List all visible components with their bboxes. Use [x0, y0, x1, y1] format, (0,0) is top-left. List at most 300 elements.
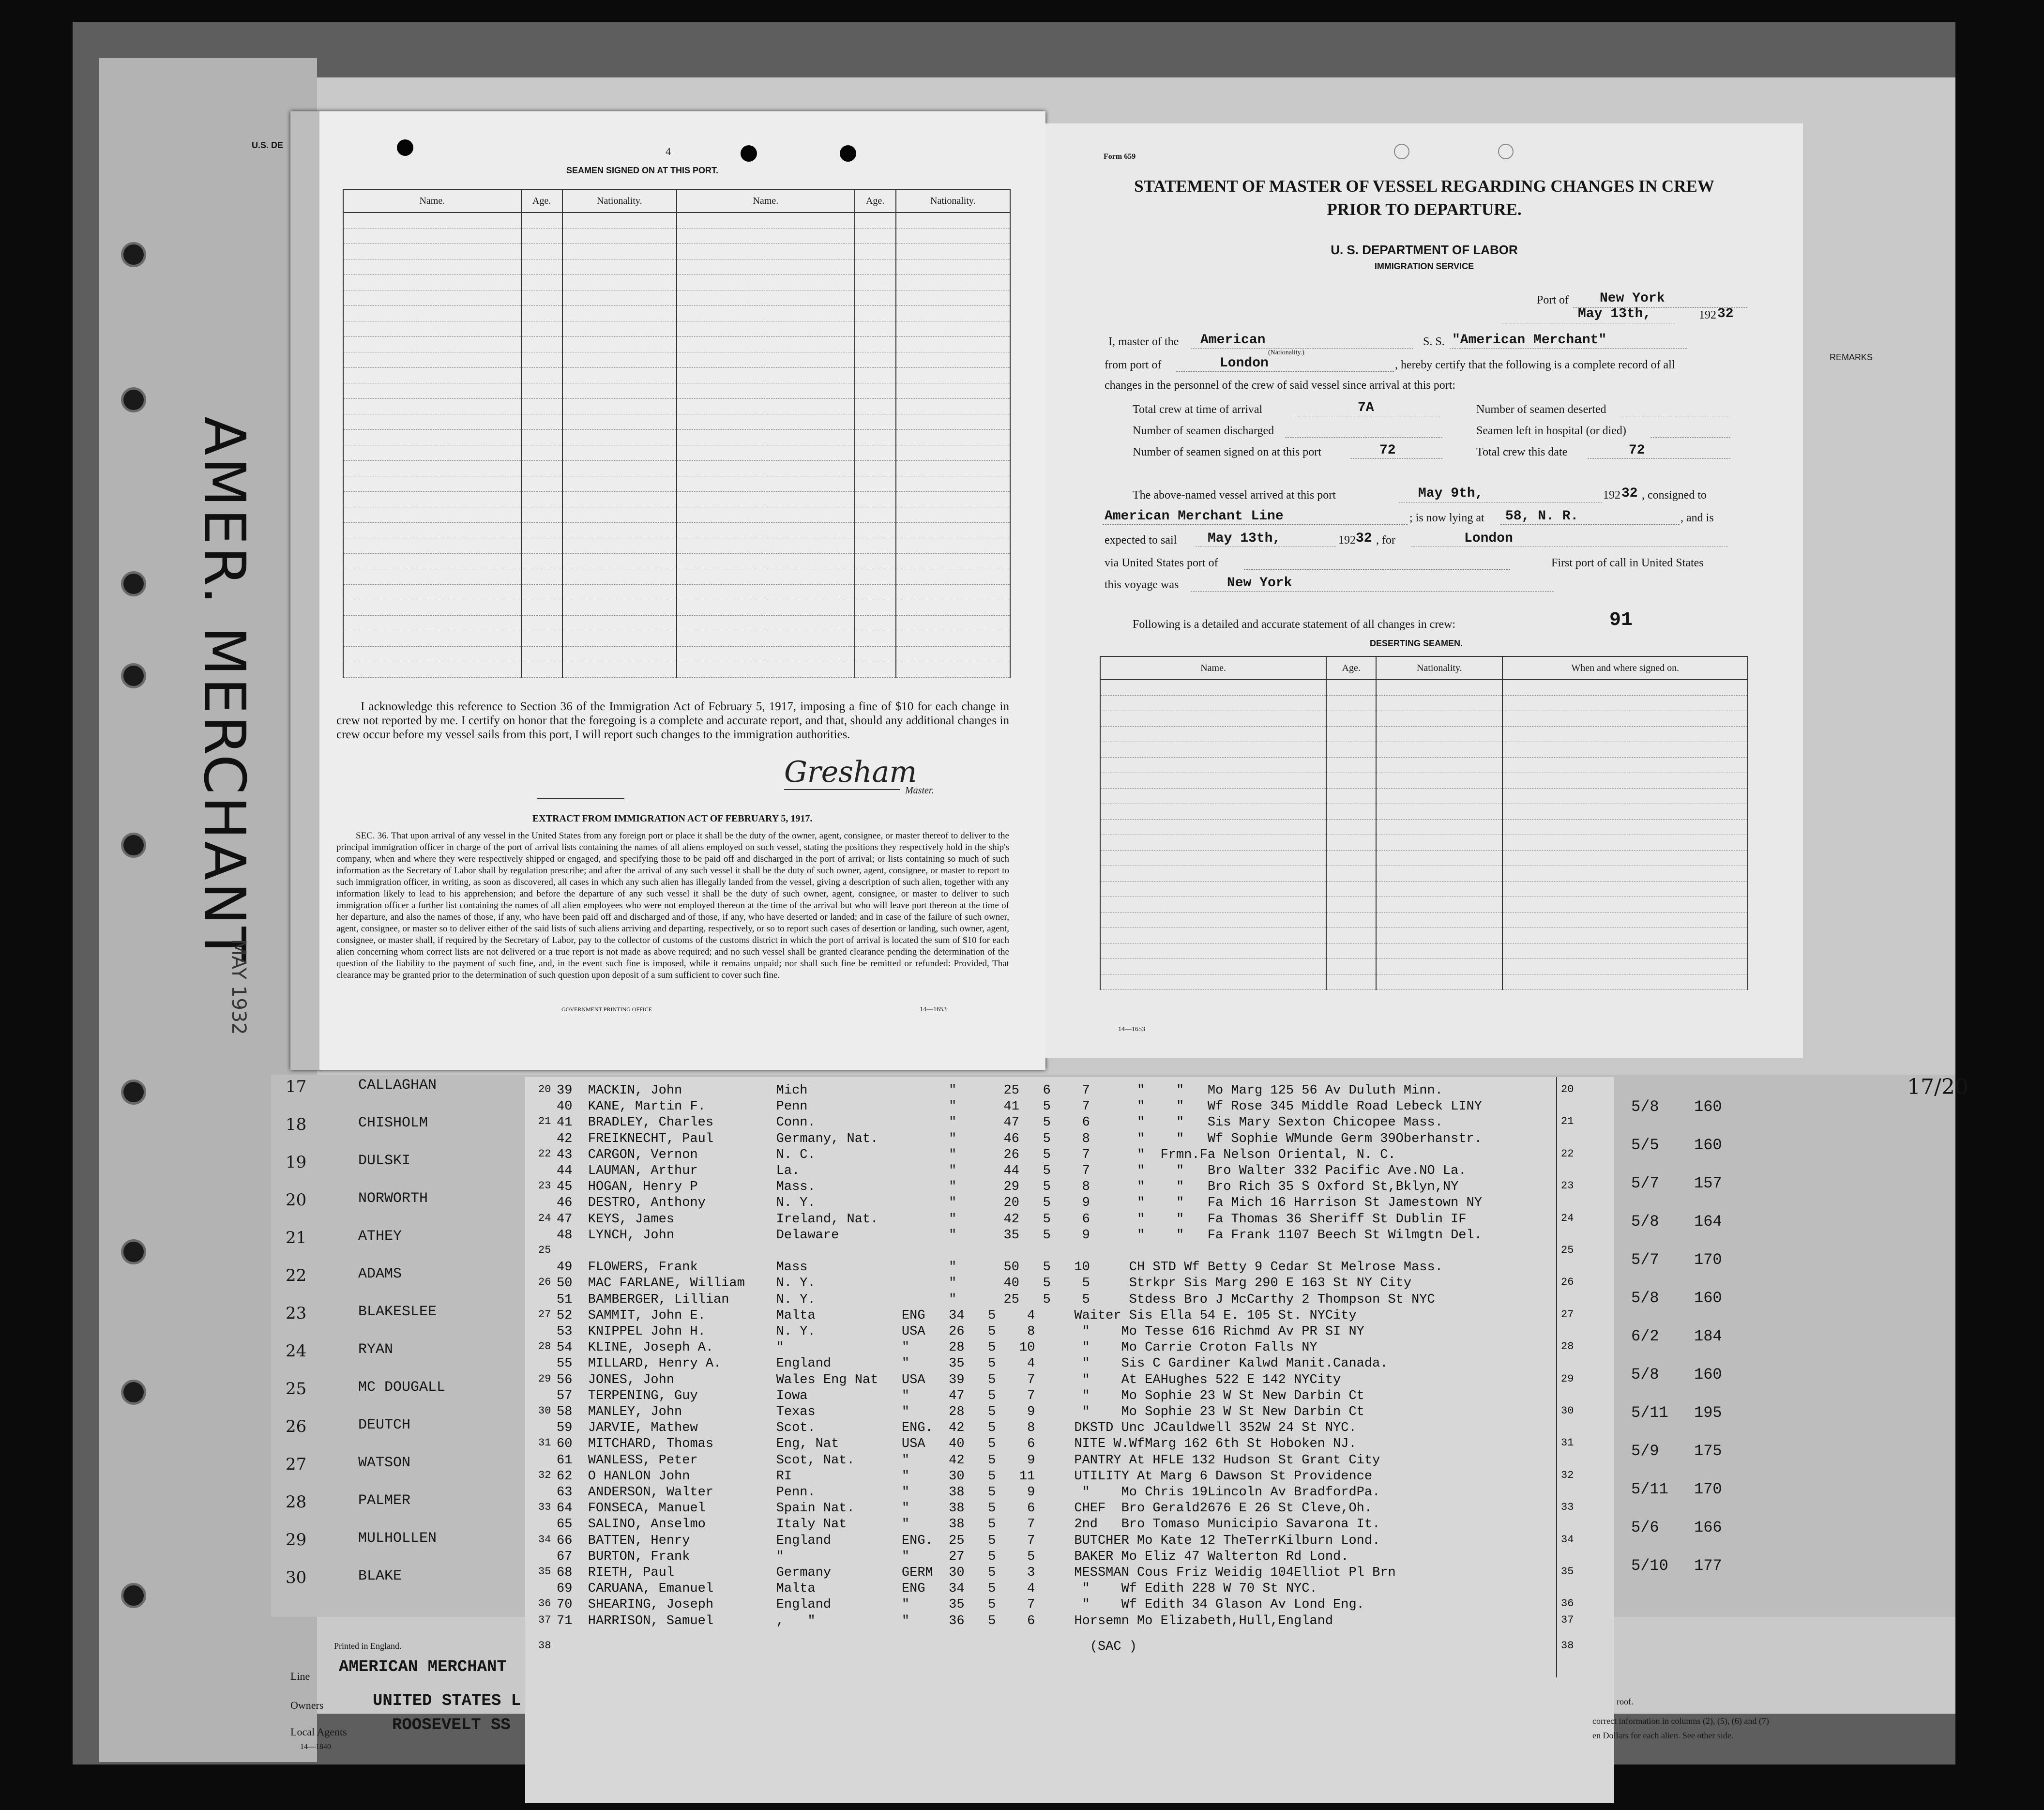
list-number: 28: [286, 1492, 307, 1512]
blank-cell: [677, 538, 855, 554]
height-value: 170: [1694, 1480, 1722, 1498]
ss-label: S. S.: [1423, 335, 1445, 348]
line-number: 29: [538, 1372, 551, 1385]
blank-row: [343, 600, 1010, 616]
blank-cell: [562, 569, 677, 585]
blank-cell: [521, 600, 562, 616]
crew-entry: 39 MACKIN, John Mich " 25 6 7 " " Mo Marg 125 56 Av Duluth Minn.: [557, 1083, 1443, 1098]
sign-on-date: 6/2: [1631, 1327, 1659, 1345]
blank-cell: [343, 414, 521, 430]
crew-entry: 68 RIETH, Paul Germany GERM 30 5 3 MESSMAN Cous Friz Weidig 104Elliot Pl Brn: [557, 1566, 1396, 1580]
blank-cell: [1376, 928, 1502, 943]
blank-row: [343, 368, 1010, 383]
blank-cell: [855, 538, 896, 554]
ship-name: "American Merchant": [1452, 333, 1607, 348]
blank-row: [343, 554, 1010, 569]
blank-cell: [896, 228, 1010, 244]
section-title: SEAMEN SIGNED ON AT THIS PORT.: [566, 166, 719, 175]
blank-cell: [896, 476, 1010, 492]
table-row: [0, 1147, 1574, 1165]
total-crew-arrival-value: 7A: [1358, 400, 1374, 415]
agents-value: ROOSEVELT SS: [392, 1716, 511, 1734]
blank-cell: [343, 585, 521, 600]
blank-cell: [521, 213, 562, 228]
blank-cell: [1502, 727, 1748, 742]
blank-cell: [521, 476, 562, 492]
blank-cell: [343, 368, 521, 383]
blank-row: [1100, 696, 1748, 711]
blank-cell: [1502, 820, 1748, 835]
sign-on-date: 5/8: [1631, 1098, 1659, 1116]
line-number: 38: [538, 1639, 551, 1652]
blank-cell: [896, 430, 1010, 445]
blank-cell: [677, 631, 855, 647]
blank-cell: [677, 616, 855, 631]
blank-cell: [562, 631, 677, 647]
blank-cell: [343, 337, 521, 352]
blank-cell: [1376, 820, 1502, 835]
list-number: 25: [286, 1379, 307, 1399]
table-row: [0, 1597, 1574, 1614]
crew-entry: 48 LYNCH, John Delaware " 35 5 9 " " Fa Frank 1107 Beech St Wilmgtn Del.: [557, 1228, 1482, 1243]
blank-cell: [1326, 804, 1376, 820]
blank-row: [1100, 789, 1748, 804]
table-row: [0, 1164, 1467, 1181]
blank-row: [343, 228, 1010, 244]
sign-on-date: 5/9: [1631, 1442, 1659, 1460]
consigned-label: , consigned to: [1642, 489, 1707, 502]
line-number: 29: [1561, 1372, 1574, 1385]
list-number: 24: [286, 1341, 307, 1361]
table-row: [0, 1180, 1574, 1197]
nationality-line: [1191, 348, 1413, 349]
blank-row: [343, 585, 1010, 600]
blank-cell: [343, 321, 521, 337]
blank-row: [1100, 928, 1748, 943]
blank-cell: [1100, 835, 1326, 851]
blank-cell: [1100, 866, 1326, 882]
height-value: 175: [1694, 1442, 1722, 1460]
line-number: 38: [1561, 1639, 1574, 1652]
blank-cell: [1502, 711, 1748, 727]
table-row: [0, 1613, 1574, 1631]
blank-cell: [1326, 974, 1376, 990]
blank-cell: [343, 244, 521, 259]
table-row: [0, 1308, 1574, 1325]
height-value: 170: [1694, 1251, 1722, 1269]
line-number: 25: [538, 1244, 551, 1256]
sign-on-date: 5/8: [1631, 1213, 1659, 1231]
blank-row: [343, 213, 1010, 228]
blank-cell: [343, 445, 521, 461]
blank-cell: [1502, 789, 1748, 804]
blank-cell: [1502, 773, 1748, 789]
blank-row: [343, 352, 1010, 368]
blank-cell: [1326, 789, 1376, 804]
expected-label: expected to sail: [1105, 534, 1177, 547]
height-value: 164: [1694, 1213, 1722, 1231]
footer-note: correct information in columns (2), (5), (6) and (7): [1592, 1716, 1769, 1726]
punch-hole: [741, 145, 757, 162]
margin-note: 17/20: [1907, 1075, 1968, 1099]
blank-cell: [855, 337, 896, 352]
punch-hole-ring: [1394, 144, 1409, 159]
column-header: Age.: [1326, 656, 1376, 680]
blank-cell: [521, 631, 562, 647]
punch-hole: [121, 387, 146, 412]
table-row: [0, 1501, 1574, 1518]
line-number: 23: [1561, 1180, 1574, 1192]
blank-row: [1100, 866, 1748, 882]
blank-cell: [343, 523, 521, 538]
blank-cell: [521, 445, 562, 461]
form-title: STATEMENT OF MASTER OF VESSEL REGARDING CHANGES IN CREW: [1134, 177, 1714, 196]
blank-cell: [562, 662, 677, 678]
blank-cell: [521, 569, 562, 585]
crew-entry: 47 KEYS, James Ireland, Nat. " 42 5 6 " " Fa Thomas 36 Sheriff St Dublin IF: [557, 1212, 1467, 1227]
blank-cell: [1502, 974, 1748, 990]
line-number: 32: [538, 1469, 551, 1481]
table-row: [0, 1517, 1380, 1534]
blank-cell: [677, 585, 855, 600]
blank-cell: [855, 647, 896, 662]
height-value: 177: [1694, 1557, 1722, 1575]
blank-row: [1100, 742, 1748, 758]
crew-entry: 58 MANLEY, John Texas " 28 5 9 " Mo Sophie 23 W St New Darbin Ct: [557, 1405, 1364, 1419]
blank-cell: [521, 383, 562, 399]
remarks-label: REMARKS: [1830, 352, 1873, 362]
blank-row: [1100, 773, 1748, 789]
sail-date-value: May 13th,: [1208, 531, 1281, 546]
blank-cell: [562, 538, 677, 554]
blank-cell: [677, 244, 855, 259]
blank-cell: [855, 244, 896, 259]
ship-line: [1450, 348, 1687, 349]
crew-entry: 65 SALINO, Anselmo Italy Nat " 38 5 7 2nd Bro Tomaso Municipio Savarona It.: [557, 1517, 1380, 1532]
blank-cell: [855, 275, 896, 290]
line-number: 24: [1561, 1212, 1574, 1224]
list-number: 21: [286, 1228, 307, 1247]
blank-cell: [1100, 773, 1326, 789]
column-header: Name.: [343, 189, 521, 213]
blank-cell: [562, 259, 677, 275]
field-line: [1103, 524, 1408, 525]
line-number: 28: [1561, 1340, 1574, 1353]
table-body: [1100, 680, 1748, 990]
nationality-caption: (Nationality.): [1268, 349, 1304, 356]
owners-value: UNITED STATES L: [373, 1692, 521, 1710]
blank-row: [1100, 974, 1748, 990]
blank-cell: [855, 414, 896, 430]
surname: RYAN: [358, 1341, 394, 1358]
blank-row: [1100, 680, 1748, 696]
blank-cell: [343, 399, 521, 414]
sign-on-date: 5/11: [1631, 1404, 1668, 1422]
blank-cell: [1502, 758, 1748, 773]
blank-cell: [1376, 835, 1502, 851]
blank-row: [343, 337, 1010, 352]
blank-cell: [677, 337, 855, 352]
blank-cell: [343, 430, 521, 445]
page-number: 4: [666, 145, 671, 157]
blank-row: [343, 244, 1010, 259]
column-header: Age.: [855, 189, 896, 213]
height-value: 195: [1694, 1404, 1722, 1422]
blank-cell: [677, 461, 855, 476]
blank-row: [1100, 851, 1748, 866]
blank-cell: [896, 337, 1010, 352]
blank-cell: [1502, 913, 1748, 928]
blank-cell: [677, 476, 855, 492]
line-number: 20: [538, 1083, 551, 1095]
blank-cell: [855, 445, 896, 461]
surname: MULHOLLEN: [358, 1530, 437, 1547]
blank-cell: [343, 647, 521, 662]
punch-hole: [840, 145, 856, 162]
blank-cell: [1326, 851, 1376, 866]
blank-cell: [1502, 928, 1748, 943]
blank-cell: [562, 399, 677, 414]
blank-row: [343, 647, 1010, 662]
blank-cell: [855, 600, 896, 616]
table-row: [0, 1292, 1435, 1309]
blank-row: [1100, 913, 1748, 928]
crew-entry: 54 KLINE, Joseph A. " " 28 5 10 " Mo Carrie Croton Falls NY: [557, 1340, 1317, 1355]
table-row: [0, 1276, 1574, 1293]
line-number: 31: [538, 1437, 551, 1449]
field-line: [1285, 437, 1442, 438]
blank-cell: [343, 228, 521, 244]
voyage-label: this voyage was: [1105, 578, 1179, 591]
blank-cell: [677, 430, 855, 445]
punch-hole: [397, 139, 413, 156]
blank-row: [1100, 959, 1748, 974]
blank-cell: [855, 399, 896, 414]
blank-cell: [343, 662, 521, 678]
year-prefix: 192: [1603, 489, 1620, 502]
blank-cell: [677, 368, 855, 383]
blank-cell: [896, 445, 1010, 461]
blank-cell: [1326, 820, 1376, 835]
column-header: Nationality.: [562, 189, 677, 213]
sign-on-date: 5/6: [1631, 1519, 1659, 1536]
crew-entry: 63 ANDERSON, Walter Penn. " 38 5 9 " Mo Chris 19Lincoln Av BradfordPa.: [557, 1485, 1380, 1500]
line-number: 20: [1561, 1083, 1574, 1095]
blank-cell: [896, 383, 1010, 399]
blank-cell: [343, 476, 521, 492]
nationality-value: American: [1200, 333, 1266, 348]
blank-cell: [521, 228, 562, 244]
blank-cell: [562, 228, 677, 244]
crew-entry: (SAC ): [557, 1639, 1137, 1654]
master-of-label: I, master of the: [1108, 335, 1179, 348]
form-subtitle: PRIOR TO DEPARTURE.: [1327, 200, 1522, 219]
blank-cell: [343, 259, 521, 275]
blank-cell: [1326, 835, 1376, 851]
surname: BLAKE: [358, 1568, 402, 1584]
and-is: , and is: [1681, 512, 1714, 524]
surname: BLAKESLEE: [358, 1304, 437, 1320]
blank-cell: [562, 306, 677, 321]
signed-on-table: [343, 189, 1011, 678]
line-number: 37: [1561, 1613, 1574, 1626]
blank-cell: [343, 492, 521, 507]
line-number: 21: [538, 1115, 551, 1128]
surname: PALMER: [358, 1492, 411, 1509]
blank-cell: [521, 368, 562, 383]
blank-cell: [1376, 727, 1502, 742]
list-number: 23: [286, 1304, 307, 1323]
sign-on-date: 5/7: [1631, 1174, 1659, 1192]
blank-row: [343, 290, 1010, 306]
surname: CALLAGHAN: [358, 1077, 437, 1094]
line-number: 35: [1561, 1566, 1574, 1578]
blank-cell: [677, 600, 855, 616]
blank-cell: [521, 275, 562, 290]
blank-cell: [1100, 851, 1326, 866]
blank-cell: [1376, 680, 1502, 696]
blank-cell: [1100, 680, 1326, 696]
table-row: [0, 1196, 1482, 1213]
divider: [537, 798, 624, 799]
list-number: 30: [286, 1568, 307, 1587]
printed-note: Printed in England.: [334, 1641, 402, 1651]
blank-cell: [1376, 897, 1502, 913]
field-line: [1244, 569, 1510, 570]
line-number: 31: [1561, 1437, 1574, 1449]
crew-entry: 71 HARRISON, Samuel , " " 36 5 6 Horsemn Mo Elizabeth,Hull,England: [557, 1613, 1333, 1628]
column-rule: [1556, 1077, 1557, 1677]
blank-cell: [1100, 913, 1326, 928]
blank-cell: [562, 523, 677, 538]
blank-row: [343, 569, 1010, 585]
table-row: [0, 1356, 1388, 1373]
blank-cell: [855, 290, 896, 306]
blank-cell: [343, 213, 521, 228]
crew-entry: 64 FONSECA, Manuel Spain Nat. " 38 5 6 CHEF Bro Gerald2676 E 26 St Cleve,Oh.: [557, 1501, 1373, 1516]
blank-cell: [343, 383, 521, 399]
blank-cell: [521, 337, 562, 352]
blank-cell: [1326, 959, 1376, 974]
table-row: [0, 1260, 1443, 1277]
left-page: [252, 111, 1045, 1070]
blank-cell: [521, 352, 562, 368]
blank-cell: [562, 321, 677, 337]
blank-row: [1100, 727, 1748, 742]
blank-cell: [1326, 758, 1376, 773]
blank-cell: [562, 352, 677, 368]
blank-cell: [343, 290, 521, 306]
height-value: 184: [1694, 1327, 1722, 1345]
line-number: 25: [1561, 1244, 1574, 1256]
blank-cell: [562, 554, 677, 569]
height-value: 160: [1694, 1366, 1722, 1384]
column-header: Age.: [521, 189, 562, 213]
blank-row: [1100, 897, 1748, 913]
column-header: Name.: [677, 189, 855, 213]
blank-row: [1100, 804, 1748, 820]
blank-cell: [343, 306, 521, 321]
header-fragment: U.S. DE: [252, 140, 284, 150]
crew-entry: 50 MAC FARLANE, William N. Y. " 40 5 5 Strkpr Sis Marg 290 E 163 St NY City: [557, 1276, 1412, 1291]
blank-cell: [1326, 866, 1376, 882]
height-value: 160: [1694, 1098, 1722, 1116]
crew-entry: 45 HOGAN, Henry P Mass. " 29 5 8 " " Bro Rich 35 S Oxford St,Bklyn,NY: [557, 1180, 1459, 1195]
via-label: via United States port of: [1105, 557, 1218, 569]
table-row: [0, 1533, 1574, 1551]
blank-cell: [896, 662, 1010, 678]
blank-cell: [521, 662, 562, 678]
blank-cell: [521, 538, 562, 554]
blank-cell: [896, 585, 1010, 600]
blank-cell: [562, 492, 677, 507]
line-number: 35: [538, 1566, 551, 1578]
blank-cell: [1376, 882, 1502, 897]
blank-cell: [896, 616, 1010, 631]
footer-note: roof.: [1617, 1697, 1634, 1706]
blank-cell: [562, 476, 677, 492]
blank-cell: [896, 461, 1010, 476]
hospital-label: Seamen left in hospital (or died): [1476, 425, 1626, 437]
blank-cell: [677, 492, 855, 507]
crew-entry: 42 FREIKNECHT, Paul Germany, Nat. " 46 5 8 " " Wf Sophie WMunde Germ 39Oberhanstr.: [557, 1131, 1482, 1146]
blank-cell: [1326, 773, 1376, 789]
blank-row: [343, 631, 1010, 647]
sign-on-date: 5/10: [1631, 1557, 1668, 1575]
blank-cell: [677, 445, 855, 461]
blank-cell: [855, 461, 896, 476]
deserting-title: DESERTING SEAMEN.: [1370, 639, 1463, 648]
blank-cell: [1376, 742, 1502, 758]
owners-label: Owners: [290, 1699, 324, 1711]
blank-cell: [855, 321, 896, 337]
line-number: 21: [1561, 1115, 1574, 1128]
column-header: Name.: [1100, 656, 1326, 680]
blank-cell: [562, 430, 677, 445]
crew-entry: 67 BURTON, Frank " " 27 5 5 BAKER Mo Eliz 47 Walterton Rd Lond.: [557, 1549, 1349, 1564]
blank-cell: [521, 492, 562, 507]
certify-text: , hereby certify that the following is a complete record of all: [1395, 359, 1675, 371]
sign-on-date: 5/5: [1631, 1136, 1659, 1154]
height-value: 160: [1694, 1289, 1722, 1307]
blank-cell: [855, 554, 896, 569]
blank-cell: [1326, 742, 1376, 758]
punch-hole: [121, 242, 146, 267]
crew-entry: 51 BAMBERGER, Lillian N. Y. " 25 5 5 Stdess Bro J McCarthy 2 Thompson St NYC: [557, 1292, 1435, 1307]
blank-cell: [896, 290, 1010, 306]
blank-cell: [1376, 943, 1502, 959]
blank-row: [1100, 882, 1748, 897]
line-number: 26: [538, 1276, 551, 1289]
field-line: [1191, 591, 1554, 592]
column-header: Nationality.: [896, 189, 1010, 213]
blank-cell: [562, 368, 677, 383]
blank-row: [343, 662, 1010, 678]
field-line: [1588, 458, 1730, 459]
from-port-line: [1176, 371, 1394, 372]
line-number: 27: [538, 1308, 551, 1321]
table-row: [0, 1372, 1574, 1390]
list-number: 29: [286, 1530, 307, 1550]
blank-cell: [855, 259, 896, 275]
table-row: [0, 1453, 1380, 1470]
blank-cell: [343, 538, 521, 554]
blank-cell: [896, 507, 1010, 523]
blank-cell: [677, 569, 855, 585]
blank-cell: [677, 414, 855, 430]
blank-cell: [1376, 711, 1502, 727]
blank-cell: [1100, 928, 1326, 943]
